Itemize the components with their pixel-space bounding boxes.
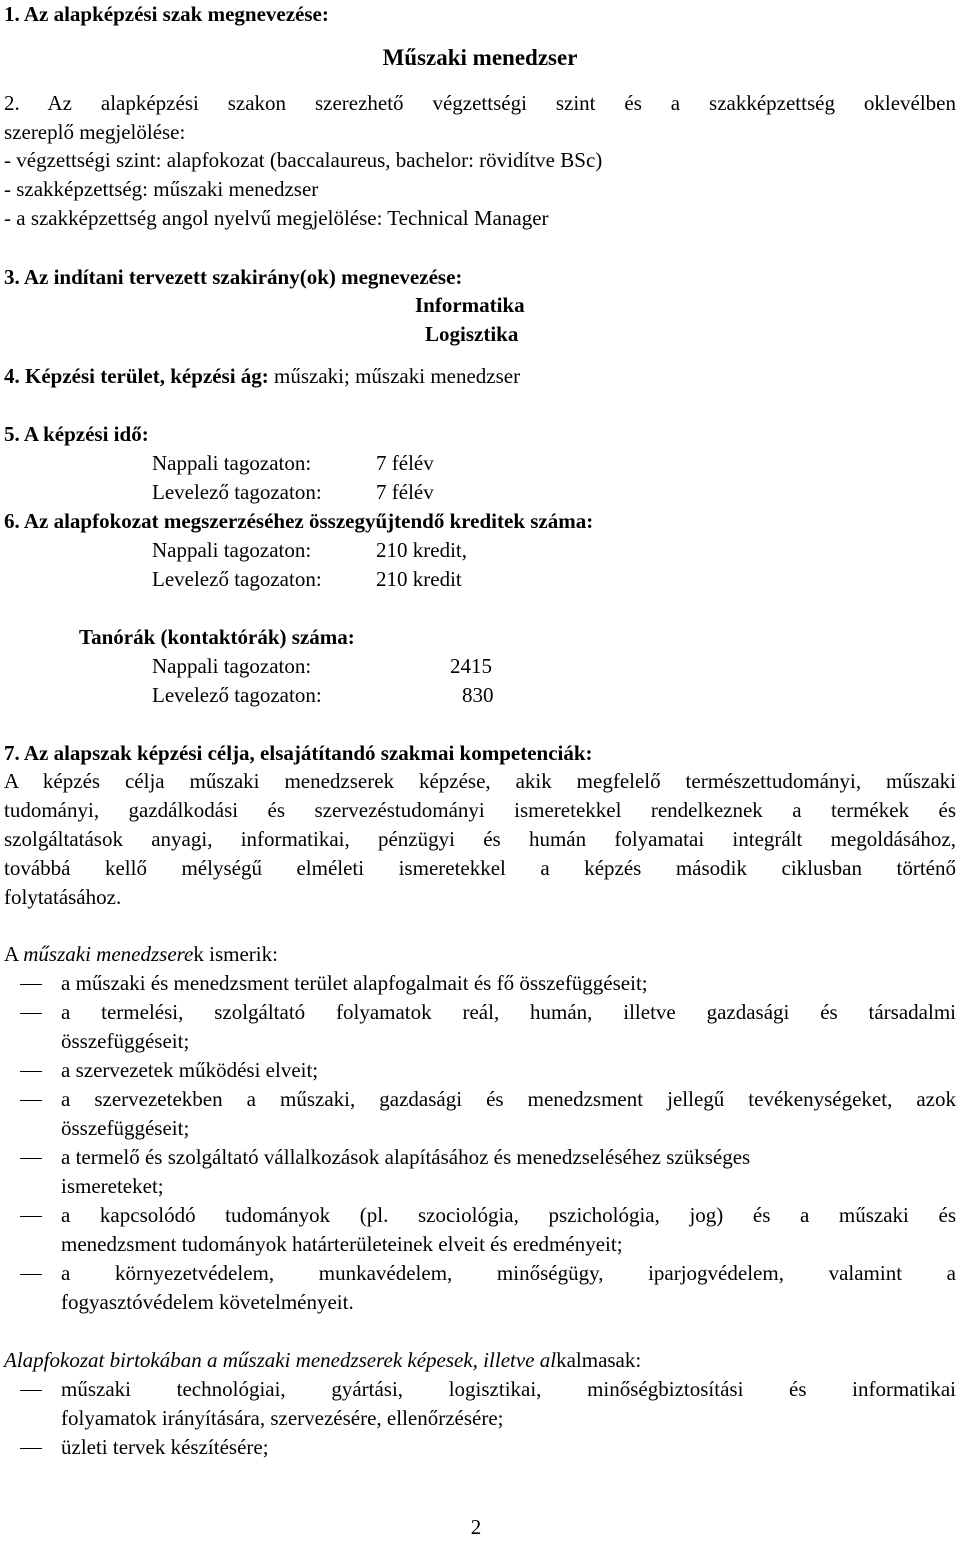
duration-day-label: Nappali tagozaton: xyxy=(152,451,312,475)
hours-corr-label: Levelező tagozaton: xyxy=(152,683,322,707)
knows-intro-italic: műszaki menedzsere xyxy=(23,942,194,966)
qualification-item: - szakképzettség: műszaki menedzser xyxy=(4,177,319,201)
dash-bullet xyxy=(20,1274,42,1275)
able-item: műszaki technológiai, gyártási, logisztikai, minőségbiztosítási és informatikai xyxy=(61,1377,956,1401)
knows-item-cont: menedzsment tudományok határterületeinek elveit és eredményeit; xyxy=(61,1232,623,1256)
aim-paragraph-line: szolgáltatások anyagi, informatikai, pénzügyi és humán folyamatai integrált megoldásához, xyxy=(4,827,956,851)
knows-item: a környezetvédelem, munkavédelem, minőségügy, iparjogvédelem, valamint a xyxy=(61,1261,956,1285)
specialization-logisztika: Logisztika xyxy=(425,322,519,346)
page-number: 2 xyxy=(470,1515,482,1539)
knows-item: a műszaki és menedzsment terület alapfogalmait és fő összefüggéseit; xyxy=(61,971,648,995)
hours-day-label: Nappali tagozaton: xyxy=(152,654,312,678)
knows-intro-pre: A xyxy=(4,942,24,966)
duration-corr-label: Levelező tagozaton: xyxy=(152,480,322,504)
knows-item-cont: összefüggéseit; xyxy=(61,1029,190,1053)
credits-day-value: 210 kredit, xyxy=(376,538,467,562)
section-5-heading: 5. A képzési idő: xyxy=(4,422,149,446)
credits-day-label: Nappali tagozaton: xyxy=(152,538,312,562)
section-3-heading: 3. Az indítani tervezett szakirány(ok) megnevezése: xyxy=(4,265,463,289)
knows-item: a kapcsolódó tudományok (pl. szociológia, pszichológia, jog) és a műszaki és xyxy=(61,1203,956,1227)
knows-item: a termelési, szolgáltató folyamatok reál, humán, illetve gazdasági és társadalmi xyxy=(61,1000,956,1024)
dash-bullet xyxy=(20,1390,42,1391)
knows-intro-post: k ismerik: xyxy=(193,942,278,966)
dash-bullet xyxy=(20,1448,42,1449)
knows-item: a szervezetek működési elveit; xyxy=(61,1058,319,1082)
dash-bullet xyxy=(20,1100,42,1101)
section-2-heading: 2. Az alapképzési szakon szerezhető végzettségi szint és a szakképzettség oklevélben xyxy=(4,91,956,115)
degree-level-item: - végzettségi szint: alapfokozat (baccalaureus, bachelor: rövidítve BSc) xyxy=(4,148,603,172)
able-intro xyxy=(4,1346,641,1375)
able-item-cont: folyamatok irányítására, szervezésére, ellenőrzésére; xyxy=(61,1406,504,1430)
duration-day-value: 7 félév xyxy=(376,451,434,475)
knows-item-cont: ismereteket; xyxy=(61,1174,164,1198)
dash-bullet xyxy=(20,1013,42,1014)
section-4-heading: 4. Képzési terület, képzési ág: xyxy=(4,364,269,388)
knows-item-cont: fogyasztóvédelem követelményeit. xyxy=(61,1290,354,1314)
credits-corr-value: 210 kredit xyxy=(376,567,462,591)
knows-item: a szervezetekben a műszaki, gazdasági és menedzsment jellegű tevékenységeket, azok xyxy=(61,1087,956,1111)
dash-bullet xyxy=(20,1158,42,1159)
english-name-item: - a szakképzettség angol nyelvű megjelölése: Technical Manager xyxy=(4,206,549,230)
program-name: Műszaki menedzser xyxy=(382,45,578,70)
section-2-heading-cont: szereplő megjelölése: xyxy=(4,120,186,144)
dash-bullet xyxy=(20,1216,42,1217)
aim-paragraph-line: tudományi, gazdálkodási és szervezéstudományi ismeretekkel rendelkeznek a termékek és xyxy=(4,798,956,822)
dash-bullet xyxy=(20,1071,42,1072)
aim-paragraph-line: folytatásához. xyxy=(4,885,122,909)
contact-hours-heading: Tanórák (kontaktórák) száma: xyxy=(79,625,355,649)
dash-bullet xyxy=(20,984,42,985)
section-1-heading: 1. Az alapképzési szak megnevezése: xyxy=(4,2,329,26)
aim-paragraph-line: A képzés célja műszaki menedzserek képzése, akik megfelelő természettudományi, műszaki xyxy=(4,769,956,793)
knows-item-cont: összefüggéseit; xyxy=(61,1116,190,1140)
credits-corr-label: Levelező tagozaton: xyxy=(152,567,322,591)
section-6-heading: 6. Az alapfokozat megszerzéséhez összegyűjtendő kreditek száma: xyxy=(4,509,594,533)
able-intro-post: kalmasak: xyxy=(556,1348,642,1372)
knows-item: a termelő és szolgáltató vállalkozások alapításához és menedzseléséhez szükséges xyxy=(61,1145,751,1169)
section-7-heading: 7. Az alapszak képzési célja, elsajátítandó szakmai kompetenciák: xyxy=(4,741,593,765)
hours-day-value: 2415 xyxy=(450,654,492,678)
able-item: üzleti tervek készítésére; xyxy=(61,1435,269,1459)
hours-corr-value: 830 xyxy=(462,683,494,707)
able-intro-italic: Alapfokozat birtokában a műszaki menedzserek képesek, illetve al xyxy=(4,1348,557,1372)
specialization-informatika: Informatika xyxy=(415,293,525,317)
duration-corr-value: 7 félév xyxy=(376,480,434,504)
knows-intro xyxy=(4,940,278,969)
aim-paragraph-line: továbbá kellő mélységű elméleti ismeretekkel a képzés második ciklusban történő xyxy=(4,856,956,880)
section-4-value: műszaki; műszaki menedzser xyxy=(274,364,521,388)
section-4 xyxy=(4,362,520,391)
